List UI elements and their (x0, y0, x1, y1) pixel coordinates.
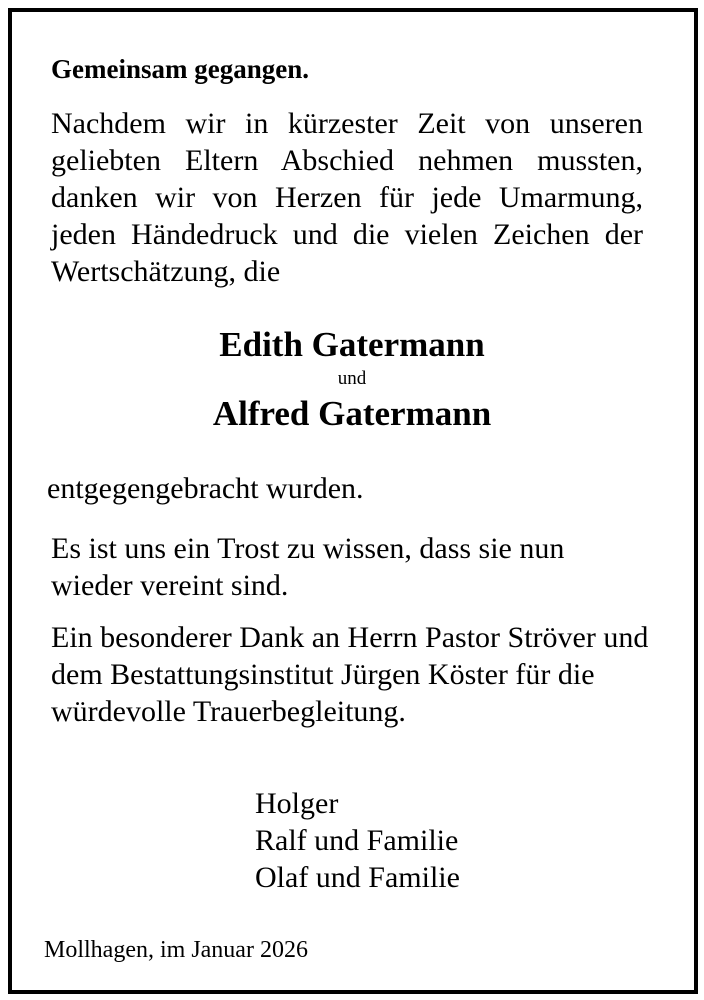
signature-holger: Holger (255, 787, 339, 820)
place-and-date: Mollhagen, im Januar 2026 (44, 937, 308, 963)
intro-paragraph: Nachdem wir in kürzester Zeit von unseren geliebten Eltern Abschied nehmen mussten, danken wir von Herzen für jede Umarmung, jeden Händedruck und die vielen Zeichen der Wertschätzung, die (51, 107, 643, 288)
notice-heading: Gemeinsam gegangen. (51, 54, 309, 84)
closing-line: entgegengebracht wurden. (47, 472, 364, 505)
conjunction-und: und (337, 368, 367, 389)
signature-ralf-family: Ralf und Familie (255, 824, 459, 857)
thanks-paragraph: Ein besonderer Dank an Herrn Pastor Ströver und dem Bestattungsinstitut Jürgen Köster für die würdevolle Trauerbegleitung. (51, 621, 649, 728)
signature-list (255, 785, 460, 896)
comfort-paragraph: Es ist uns ein Trost zu wissen, dass sie nun wieder vereint sind. (51, 532, 565, 602)
signature-olaf-family: Olaf und Familie (255, 861, 460, 894)
deceased-name-edith: Edith Gatermann (219, 325, 485, 364)
deceased-name-alfred: Alfred Gatermann (212, 394, 492, 433)
